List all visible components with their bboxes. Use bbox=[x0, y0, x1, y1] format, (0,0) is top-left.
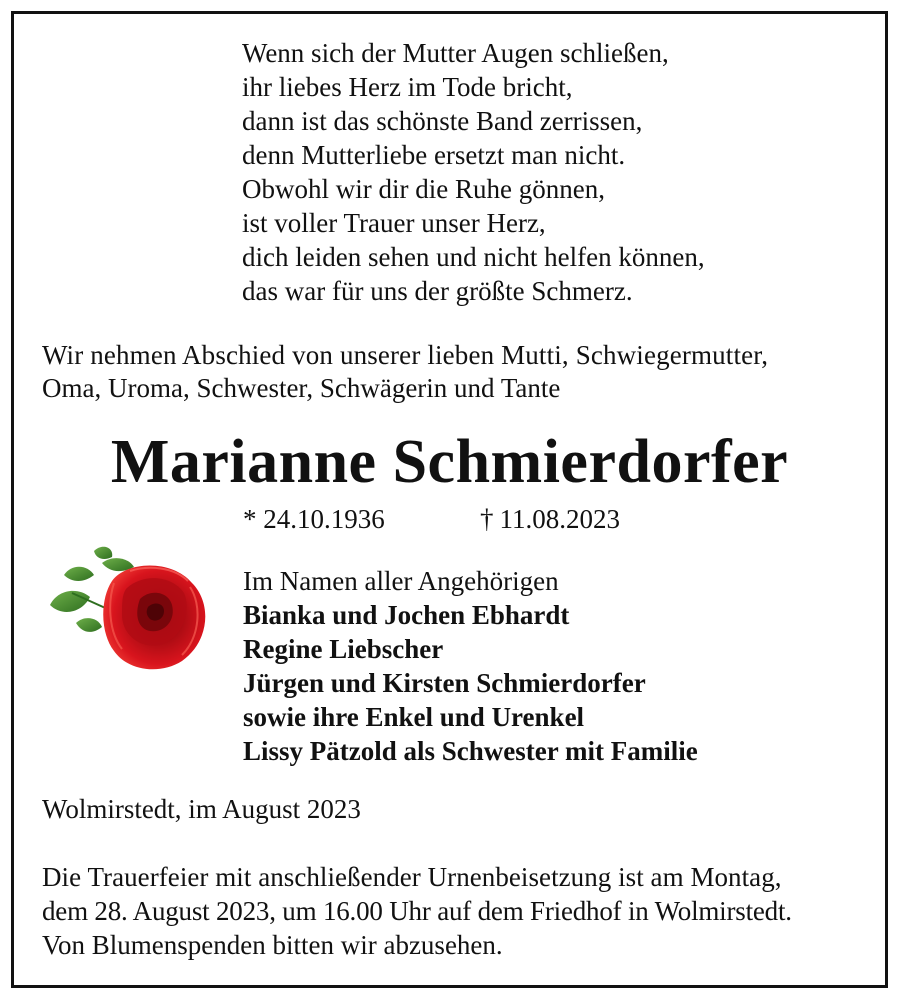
obituary-frame bbox=[11, 11, 888, 988]
death-date: 11.08.2023 bbox=[499, 504, 620, 534]
poem-line: ist voller Trauer unser Herz, bbox=[242, 208, 546, 238]
poem-line: Obwohl wir dir die Ruhe gönnen, bbox=[242, 174, 605, 204]
cross-icon: † bbox=[480, 504, 494, 534]
place-date: Wolmirstedt, im August 2023 bbox=[42, 794, 361, 824]
farewell-intro bbox=[42, 339, 768, 405]
rose-illustration bbox=[42, 541, 214, 671]
deceased-name: Marianne Schmierdorfer bbox=[110, 428, 789, 496]
poem bbox=[242, 36, 705, 308]
mourner-name: Jürgen und Kirsten Schmierdorfer bbox=[243, 668, 646, 698]
funeral-line: Von Blumenspenden bitten wir abzusehen. bbox=[42, 930, 503, 960]
funeral-notice bbox=[42, 860, 792, 962]
farewell-intro-line: Wir nehmen Abschied von unserer lieben Mutti, Schwiegermutter, bbox=[42, 340, 769, 370]
farewell-intro-line: Oma, Uroma, Schwester, Schwägerin und Tante bbox=[42, 373, 561, 403]
red-rose-icon bbox=[42, 541, 214, 671]
poem-line: ihr liebes Herz im Tode bricht, bbox=[242, 72, 573, 102]
mourner-name: Lissy Pätzold als Schwester mit Familie bbox=[243, 736, 698, 766]
mourners bbox=[243, 564, 698, 768]
funeral-line: dem 28. August 2023, um 16.00 Uhr auf dem Friedhof in Wolmirstedt. bbox=[42, 896, 792, 926]
poem-line: Wenn sich der Mutter Augen schließen, bbox=[242, 38, 669, 68]
poem-line: das war für uns der größte Schmerz. bbox=[242, 276, 633, 306]
death-date-line bbox=[480, 502, 620, 536]
poem-line: denn Mutterliebe ersetzt man nicht. bbox=[242, 140, 626, 170]
mourners-intro: Im Namen aller Angehörigen bbox=[243, 566, 559, 596]
mourner-name: sowie ihre Enkel und Urenkel bbox=[243, 702, 585, 732]
poem-line: dann ist das schönste Band zerrissen, bbox=[242, 106, 643, 136]
poem-line: dich leiden sehen und nicht helfen können, bbox=[242, 242, 705, 272]
mourner-name: Bianka und Jochen Ebhardt bbox=[243, 600, 570, 630]
birth-date: * 24.10.1936 bbox=[243, 504, 385, 534]
mourner-name: Regine Liebscher bbox=[243, 634, 444, 664]
funeral-line: Die Trauerfeier mit anschließender Urnenbeisetzung ist am Montag, bbox=[42, 862, 782, 892]
